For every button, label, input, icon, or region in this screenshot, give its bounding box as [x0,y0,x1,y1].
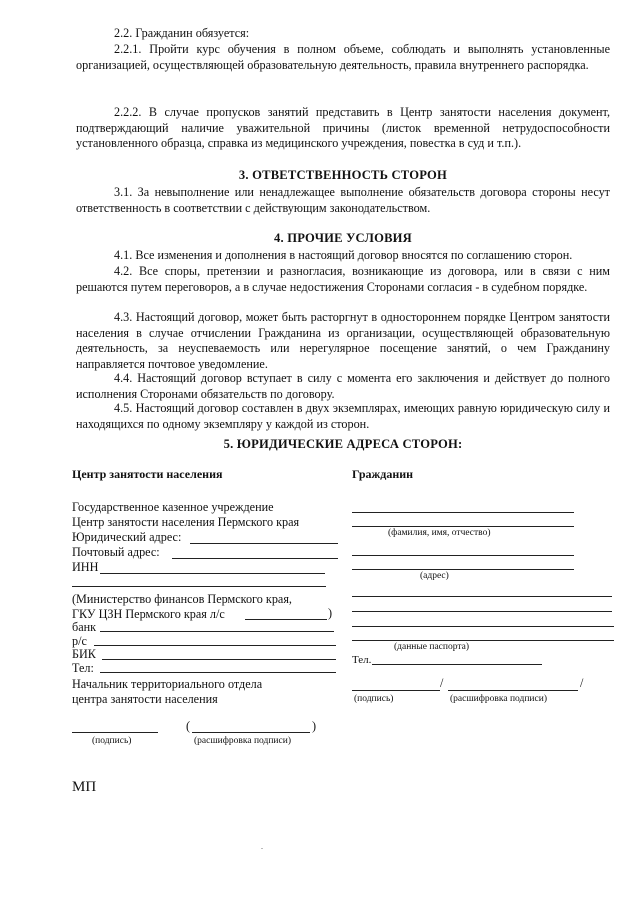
clause-2-2-1: 2.2.1. Пройти курс обучения в полном объеме, соблюдать и выполнять установленные организацией, осуществляющей образовательную деятельность, правила внутреннего распорядка. [76,42,610,72]
clause-2-2-2: 2.2.2. В случае пропусков занятий представить в Центр занятости населения документ, подтверждающий наличие уважительной причины (листок временной нетрудоспособности установленного образца, справка из медицинского учреждения, повестка в суд и т.п.). [76,105,610,151]
inn-line [100,573,325,574]
bank-line [100,631,334,632]
section-3-title: 3. ОТВЕТСТВЕННОСТЬ СТОРОН [238,168,448,182]
clause-4-4: 4.4. Настоящий договор вступает в силу с момента его заключения и действует до полного исполнения Сторонами обязательств по договору. [76,371,610,401]
rs-line [94,645,336,646]
clause-4-5: 4.5. Настоящий договор составлен в двух экземплярах, имеющих равную юридическую силу и находящихся по одному экземпляру у каждой из сторон. [76,401,610,431]
chief-line-1: Начальник территориального отдела [72,677,263,691]
account-line [245,619,327,620]
clause-4-2: 4.2. Все споры, претензии и разногласия, возникающие из договора, или в связи с ним решаются путем переговоров, а в случае недостижения Сторонами согласия - в судебном порядке. [76,264,610,294]
left-decoding-caption: (расшифровка подписи) [194,736,291,746]
right-decoding-line [448,690,578,691]
passport-line-4 [352,640,614,641]
passport-caption: (данные паспорта) [394,642,469,652]
postal-address-label: Почтовый адрес: [72,545,160,559]
fio-line-2 [352,526,574,527]
rs-label: р/с [72,634,87,648]
address-line-1 [352,555,574,556]
legal-address-label: Юридический адрес: [72,530,182,544]
passport-line-1 [352,596,612,597]
inn-label: ИНН [72,560,99,574]
left-signature-caption: (подпись) [92,736,132,746]
clause-3-1: 3.1. За невыполнение или ненадлежащее выполнение обязательств договора стороны несут ответственность в соответствии с действующим законодательством. [76,185,610,215]
section-5-title: 5. ЮРИДИЧЕСКИЕ АДРЕСА СТОРОН: [223,437,463,451]
ministry-line-1: (Министерство финансов Пермского края, [72,592,292,606]
fio-caption: (фамилия, имя, отчество) [388,528,491,538]
org-line-1: Государственное казенное учреждение [72,500,274,514]
chief-line-2: центра занятости населения [72,692,218,706]
org-line-2: Центр занятости населения Пермского края [72,515,300,529]
left-signature-line [72,732,158,733]
bik-label: БИК [72,647,96,661]
right-slash-1: / [440,676,444,690]
tel-label-left: Тел: [72,661,94,675]
inn-line-2 [72,586,326,587]
left-heading: Центр занятости населения [72,467,223,481]
address-caption: (адрес) [420,571,449,581]
left-sig-open-paren: ( [186,719,191,733]
passport-line-3 [352,626,614,627]
ministry-line-2: ГКУ ЦЗН Пермского края л/с [72,607,225,621]
right-decoding-caption: (расшифровка подписи) [450,694,547,704]
right-signature-line [352,690,440,691]
clause-4-1: 4.1. Все изменения и дополнения в настоящий договор вносятся по соглашению сторон. [114,248,573,262]
tel-label-right: Тел. [352,654,372,666]
bik-line [102,659,336,660]
legal-address-line [190,543,338,544]
passport-line-2 [352,611,612,612]
ministry-close-paren: ) [328,606,333,620]
left-decoding-line [192,732,310,733]
address-line-2 [352,569,574,570]
tel-line-left [100,672,336,673]
clause-4-3: 4.3. Настоящий договор, может быть расторгнут в одностороннем порядке Центром занятости населения в случае отчислении Гражданина из организации, осуществляющей образовательную деятельность, за неуспеваемость или нерегулярное посещение занятий, о чем Гражданину направляется почтовое уведомление. [76,310,610,371]
postal-address-line [172,558,338,559]
right-slash-2: / [580,676,584,690]
right-signature-caption: (подпись) [354,694,394,704]
right-heading: Гражданин [352,467,414,481]
clause-2-2: 2.2. Гражданин обязуется: [114,26,250,40]
stamp-place: МП [72,779,97,795]
scan-speck [261,848,263,849]
tel-line-right [372,664,542,665]
bank-label: банк [72,620,97,634]
left-sig-close-paren: ) [312,719,317,733]
section-4-title: 4. ПРОЧИЕ УСЛОВИЯ [274,231,412,245]
fio-line-1 [352,512,574,513]
